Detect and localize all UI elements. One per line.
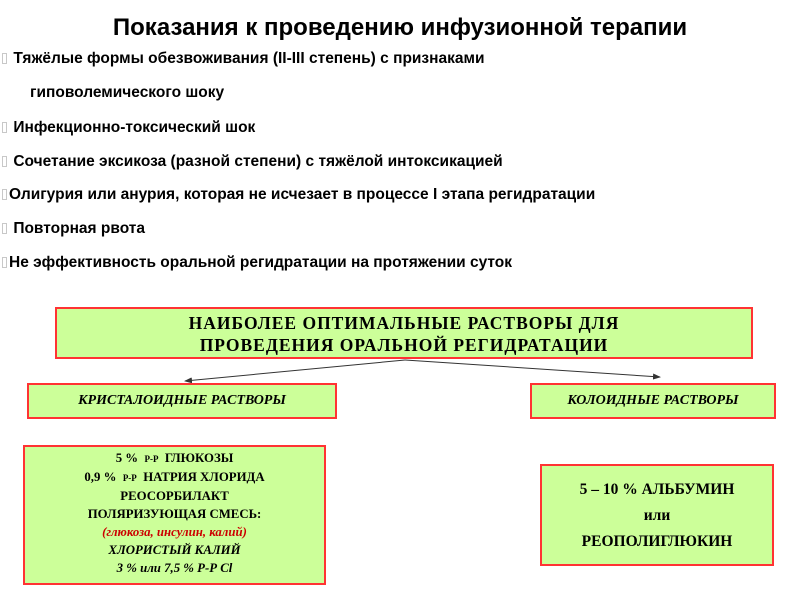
crystalloid-list-box [23, 445, 326, 585]
kcl-item: ХЛОРИСТЫЙ КАЛИЙ [108, 543, 241, 557]
nacl-item: 0,9 % Р-Р НАТРИЯ ХЛОРИДА [84, 470, 265, 484]
glucose-item: 5 % Р-Р ГЛЮКОЗЫ [115, 451, 234, 465]
albumin-item: 5 – 10 % АЛЬБУМИН [579, 481, 735, 498]
polarizing-components: (глюкоза, инсулин, калий) [102, 525, 247, 539]
indication-text: Повторная рвота [13, 220, 145, 237]
indication-text: Сочетание эксикоза (разной степени) с тяжёлой интоксикацией [13, 153, 503, 170]
kcl-concentration: 3 % или 7,5 % Р-Р Cl [116, 561, 233, 575]
indication-text: Тяжёлые формы обезвоживания (II-III степень) с признаками [13, 50, 485, 67]
arrow-to-crystalloid [185, 360, 405, 381]
indication-continuation: гиповолемического шоку [30, 84, 225, 101]
crystalloid-solutions-label: КРИСТАЛОИДНЫЕ РАСТВОРЫ [27, 383, 337, 419]
colloid-solutions-label: КОЛОИДНЫЕ РАСТВОРЫ [530, 383, 776, 419]
header-box-line: ПРОВЕДЕНИЯ ОРАЛЬНОЙ РЕГИДРАТАЦИИ [199, 335, 609, 355]
or-text: или [643, 507, 671, 524]
reopoliglyukin-item: РЕОПОЛИГЛЮКИН [581, 533, 733, 550]
colloid-list-box [540, 464, 774, 566]
arrow-to-colloid [405, 360, 660, 377]
indication-text: Не эффективность оральной регидратации на протяжении суток [9, 254, 513, 271]
header-box-line: НАИБОЛЕЕ ОПТИМАЛЬНЫЕ РАСТВОРЫ ДЛЯ [188, 313, 620, 333]
indication-text: Олигурия или анурия, которая не исчезает в процессе I этапа регидратации [9, 186, 596, 203]
polarizing-mixture-item: ПОЛЯРИЗУЮЩАЯ СМЕСЬ: [87, 507, 262, 521]
reosorbilakt-item: РЕОСОРБИЛАКТ [120, 489, 229, 503]
indication-text: Инфекционно-токсический шок [13, 119, 256, 136]
page-title: Показания к проведению инфузионной терапии [112, 14, 688, 41]
